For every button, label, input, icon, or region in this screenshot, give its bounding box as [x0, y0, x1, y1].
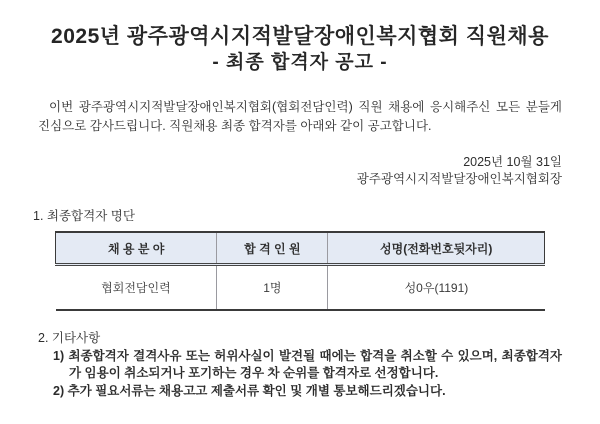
table-header-row [56, 232, 545, 265]
cell-recruitment-field: 협회전담인력 [101, 281, 171, 295]
intro-paragraph: 이번 광주광역시지적발달장애인복지협회(협회전담인력) 직원 채용에 응시해주신 모든 분들게 진심으로 감사드립니다. 직원채용 최종 합격자를 아래와 같이 공고합니다. [38, 100, 562, 133]
date-line: 2025년 10월 31일 [463, 155, 562, 169]
note-item-1: 1) 최종합격자 결격사유 또는 허위사실이 발견될 때에는 합격을 취소할 수 있으며, 최종합격자가 임용이 취소되거나 포기하는 경우 차 순위를 합격자로 선정합니다. [53, 349, 562, 380]
note-item-2: 2) 추가 필요서류는 채용고고 제출서류 확인 및 개별 통보해드리겠습니다. [53, 384, 446, 398]
col-header-name-phone: 성명(전화번호뒷자리) [328, 232, 545, 265]
section1-heading: 1. 최종합격자 명단 [33, 209, 135, 223]
col-header-number-of-passers: 합 격 인 원 [217, 232, 328, 265]
cell-number-of-passers: 1명 [217, 265, 328, 311]
signer-line: 광주광역시지적발달장애인복지협회장 [356, 172, 562, 186]
cell-name-phone: 성0우(1191) [328, 265, 545, 311]
date-signature-block [38, 154, 562, 188]
col-header-recruitment-field: 채 용 분 야 [56, 232, 217, 265]
section2-heading: 2. 기타사항 [38, 331, 101, 345]
doc-title: 2025년 광주광역시지적발달장애인복지협회 직원채용 [51, 25, 549, 48]
final-candidates-table [55, 231, 545, 311]
doc-subtitle: - 최종 합격자 공고 - [212, 52, 388, 73]
table-row [56, 265, 545, 311]
